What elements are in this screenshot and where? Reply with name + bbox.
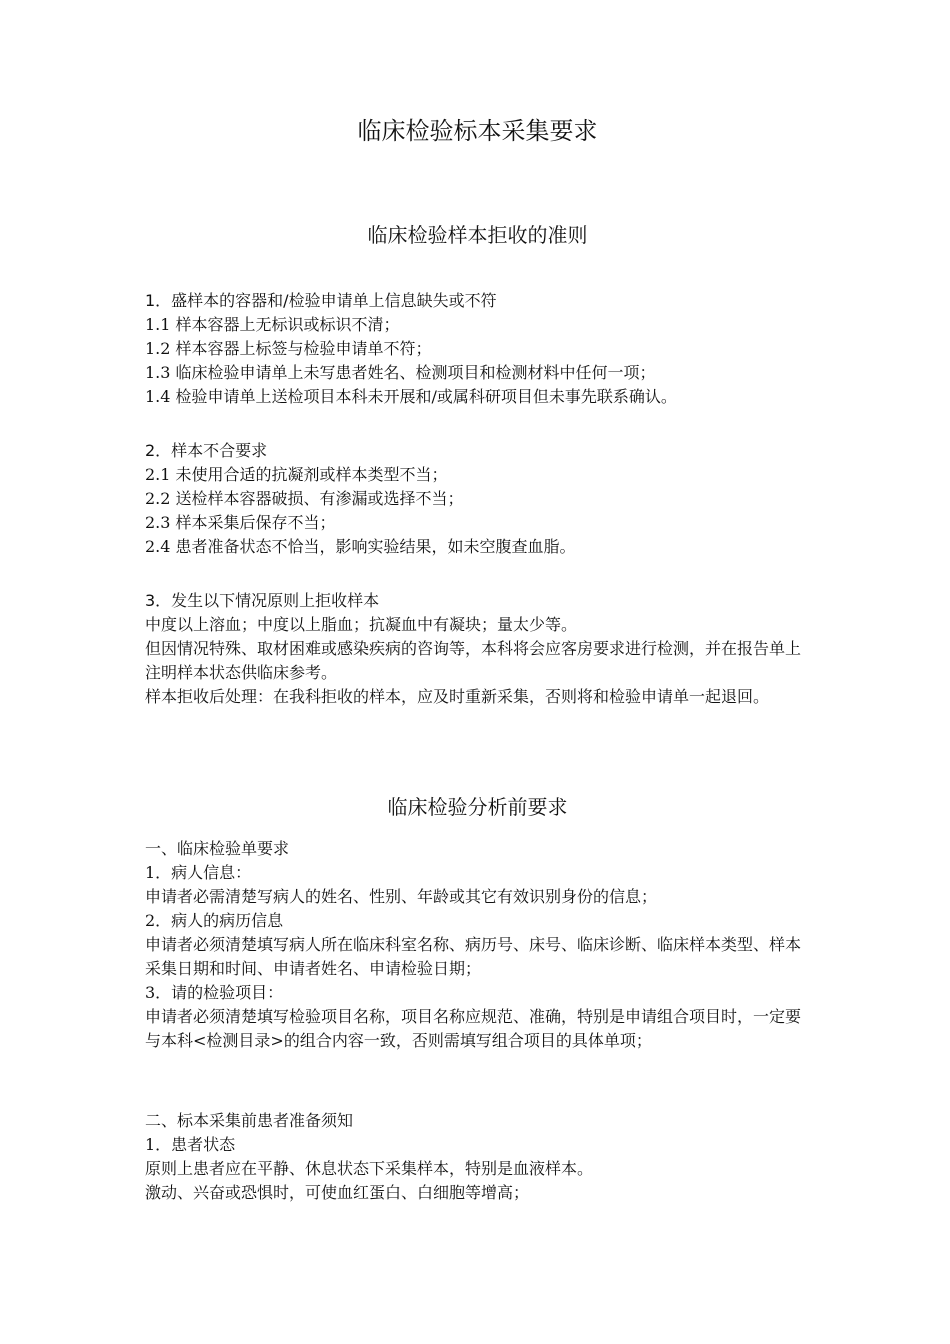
paragraph: 3．请的检验项目： <box>145 983 284 1002</box>
section-heading: 1．盛样本的容器和/检验申请单上信息缺失或不符 <box>145 291 497 310</box>
section-heading: 2．样本不合要求 <box>145 441 268 460</box>
document-title: 临床检验标本采集要求 <box>357 117 598 145</box>
paragraph: 申请者必需清楚写病人的姓名、性别、年龄或其它有效识别身份的信息； <box>145 887 658 906</box>
section-heading: 二、标本采集前患者准备须知 <box>145 1111 354 1130</box>
paragraph: 1．患者状态 <box>145 1135 236 1154</box>
paragraph: 激动、兴奋或恐惧时，可使血红蛋白、白细胞等增高； <box>145 1183 530 1202</box>
list-item: 2.4 患者准备状态不恰当，影响实验结果，如未空腹查血脂。 <box>145 537 576 556</box>
paragraph: 申请者必须清楚填写检验项目名称，项目名称应规范、准确，特别是申请组合项目时，一定要与本科<检测目录>的组合内容一致，否则需填写组合项目的具体单项； <box>145 1007 802 1050</box>
list-item: 1.3 临床检验申请单上未写患者姓名、检测项目和检测材料中任何一项； <box>145 363 656 382</box>
preanalysis-section-1 <box>145 837 810 1053</box>
paragraph: 原则上患者应在平静、休息状态下采集样本，特别是血液样本。 <box>145 1159 594 1178</box>
preanalysis-heading: 临床检验分析前要求 <box>387 795 568 819</box>
list-item: 1.1 样本容器上无标识或标识不清； <box>145 315 400 334</box>
list-item: 2.3 样本采集后保存不当； <box>145 513 336 532</box>
paragraph: 2．病人的病历信息 <box>145 911 284 930</box>
paragraph: 但因情况特殊、取材困难或感染疾病的咨询等，本科将会应客房要求进行检测，并在报告单上注明样本状态供临床参考。 <box>145 639 802 682</box>
paragraph: 样本拒收后处理：在我科拒收的样本，应及时重新采集，否则将和检验申请单一起退回。 <box>145 687 770 706</box>
rejection-heading: 临床检验样本拒收的准则 <box>367 223 588 247</box>
list-item: 1.4 检验申请单上送检项目本科未开展和/或属科研项目但未事先联系确认。 <box>145 387 677 406</box>
list-item: 2.1 未使用合适的抗凝剂或样本类型不当； <box>145 465 448 484</box>
list-item: 2.2 送检样本容器破损、有渗漏或选择不当； <box>145 489 464 508</box>
rejection-section-2 <box>145 439 810 559</box>
paragraph: 申请者必须清楚填写病人所在临床科室名称、病历号、床号、临床诊断、临床样本类型、样本采集日期和时间、申请者姓名、申请检验日期； <box>145 935 802 978</box>
preanalysis-section-2 <box>145 1109 810 1205</box>
section-heading: 一、临床检验单要求 <box>145 839 290 858</box>
rejection-section-1 <box>145 289 810 409</box>
rejection-section-3 <box>145 589 810 709</box>
section-heading: 3．发生以下情况原则上拒收样本 <box>145 591 380 610</box>
paragraph: 中度以上溶血；中度以上脂血；抗凝血中有凝块；量太少等。 <box>145 615 578 634</box>
paragraph: 1．病人信息： <box>145 863 252 882</box>
list-item: 1.2 样本容器上标签与检验申请单不符； <box>145 339 432 358</box>
